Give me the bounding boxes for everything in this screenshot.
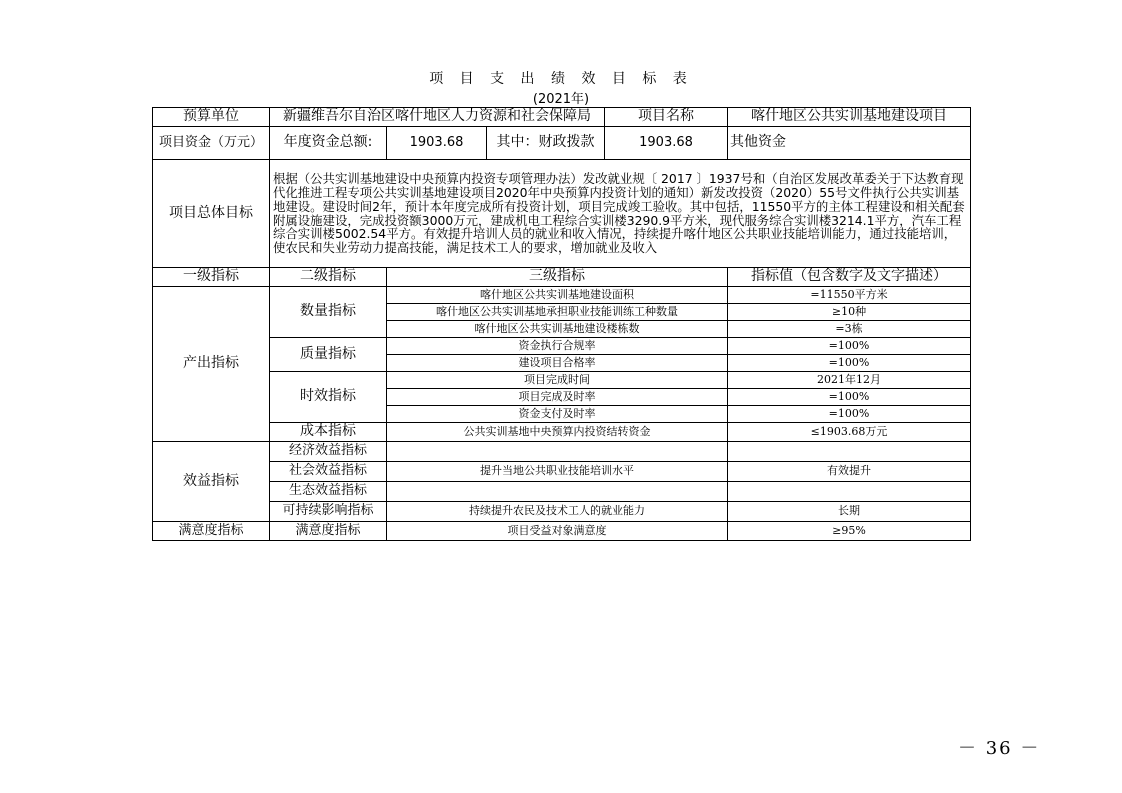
satisfaction-sub-label: 满意度指标 xyxy=(270,522,387,541)
budget-unit-value: 新疆维吾尔自治区喀什地区人力资源和社会保障局 xyxy=(270,108,605,127)
satisfaction-indicator-label: 满意度指标 xyxy=(153,522,270,541)
indicator-name: 喀什地区公共实训基地建设楼栋数 xyxy=(387,321,728,338)
fiscal-value: 1903.68 xyxy=(605,127,728,160)
indicator-value: =100% xyxy=(728,355,971,372)
table-row xyxy=(153,522,971,541)
year-subtitle: (2021年) xyxy=(532,92,590,107)
indicator-value: ≥10种 xyxy=(728,304,971,321)
table-row xyxy=(153,268,971,287)
indicator-value: =100% xyxy=(728,389,971,406)
indicator-value: =100% xyxy=(728,338,971,355)
level1-header: 一级指标 xyxy=(153,268,270,287)
other-funds-cell xyxy=(728,127,971,160)
table-row xyxy=(153,423,971,442)
page-title: 项 目 支 出 绩 效 目 标 表 xyxy=(429,71,693,87)
indicator-value: =100% xyxy=(728,406,971,423)
indicator-name: 项目完成及时率 xyxy=(387,389,728,406)
overall-goal-text: 根据（公共实训基地建设中央预算内投资专项管理办法）发改就业规〔 2017 〕1937号和（自治区发展改革委关于下达教育现代化推进工程专项公共实训基地建设项目2020年中央预算内投资计划的通知）新发改投资（2020）55号文件执行公共实训基地建设。建设时间2年，预计本年度完成所有投资计划，项目完成竣工验收。其中包括，11550平方的主体工程建设和相关配套附属设施建设，完成投资额3000万元，建成机电工程综合实训楼3290.9平方米，现代服务综合实训楼3214.1平方，汽车工程综合实训楼5002.54平方。有效提升培训人员的就业和收入情况，持续提升喀什地区公共职业技能培训能力，通过技能培训，使农民和失业劳动力提高技能，满足技术工人的要求，增加就业及收入 xyxy=(270,160,971,268)
level3-header: 三级指标 xyxy=(387,268,728,287)
indicator-name: 喀什地区公共实训基地承担职业技能训练工种数量 xyxy=(387,304,728,321)
level2-header: 二级指标 xyxy=(270,268,387,287)
project-name-label: 项目名称 xyxy=(605,108,728,127)
table-row xyxy=(153,462,971,482)
indicator-name: 持续提升农民及技术工人的就业能力 xyxy=(387,502,728,522)
table-row xyxy=(153,127,971,160)
ecological-benefit-label: 生态效益指标 xyxy=(270,482,387,502)
indicator-name: 资金支付及时率 xyxy=(387,406,728,423)
economic-benefit-label: 经济效益指标 xyxy=(270,442,387,462)
indicator-name: 提升当地公共职业技能培训水平 xyxy=(387,462,728,482)
indicator-name: 喀什地区公共实训基地建设面积 xyxy=(387,287,728,304)
indicator-name xyxy=(387,442,728,462)
table-row xyxy=(153,287,971,304)
table-row xyxy=(153,108,971,127)
annual-total-value: 1903.68 xyxy=(387,127,487,160)
value-header: 指标值（包含数字及文字描述） xyxy=(728,268,971,287)
annual-total-label: 年度资金总额: xyxy=(270,127,387,160)
page-number: － 36 － xyxy=(958,738,1041,759)
table-row xyxy=(153,338,971,355)
project-name-value: 喀什地区公共实训基地建设项目 xyxy=(728,108,971,127)
indicator-name: 公共实训基地中央预算内投资结转资金 xyxy=(387,423,728,442)
timeliness-indicator-label: 时效指标 xyxy=(270,372,387,423)
fiscal-label: 其中：财政拨款 xyxy=(487,127,605,160)
social-benefit-label: 社会效益指标 xyxy=(270,462,387,482)
overall-goal-label: 项目总体目标 xyxy=(153,160,270,268)
cost-indicator-label: 成本指标 xyxy=(270,423,387,442)
quantity-indicator-label: 数量指标 xyxy=(270,287,387,338)
table-row xyxy=(153,160,971,268)
benefit-indicator-label: 效益指标 xyxy=(153,442,270,522)
table-row xyxy=(153,442,971,462)
indicator-value: =11550平方米 xyxy=(728,287,971,304)
indicator-value xyxy=(728,482,971,502)
output-indicator-label: 产出指标 xyxy=(153,287,270,442)
indicator-value: ≥95% xyxy=(728,522,971,541)
indicator-value: 2021年12月 xyxy=(728,372,971,389)
table-row xyxy=(153,482,971,502)
other-funds-label: 其他资金 xyxy=(730,134,787,151)
indicator-name xyxy=(387,482,728,502)
sustainable-impact-label: 可持续影响指标 xyxy=(270,502,387,522)
quality-indicator-label: 质量指标 xyxy=(270,338,387,372)
indicator-value xyxy=(728,442,971,462)
table-row xyxy=(153,502,971,522)
indicator-value: 长期 xyxy=(728,502,971,522)
indicator-value: ≤1903.68万元 xyxy=(728,423,971,442)
budget-unit-label: 预算单位 xyxy=(153,108,270,127)
indicator-name: 项目完成时间 xyxy=(387,372,728,389)
table-row xyxy=(153,372,971,389)
indicator-value: =3栋 xyxy=(728,321,971,338)
indicator-name: 项目受益对象满意度 xyxy=(387,522,728,541)
funds-label: 项目资金（万元） xyxy=(153,127,270,160)
indicator-name: 建设项目合格率 xyxy=(387,355,728,372)
performance-target-table xyxy=(152,107,971,541)
indicator-name: 资金执行合规率 xyxy=(387,338,728,355)
indicator-value: 有效提升 xyxy=(728,462,971,482)
